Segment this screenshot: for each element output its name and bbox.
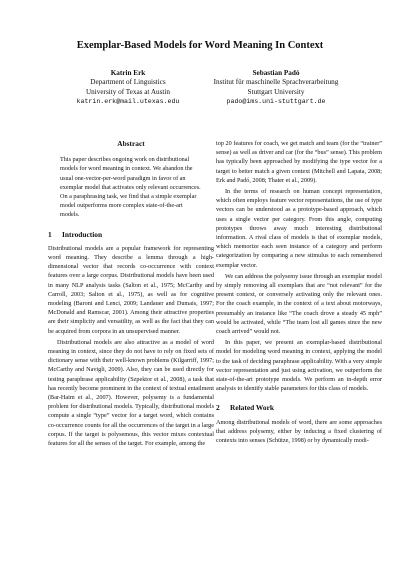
left-column (48, 139, 214, 448)
body-paragraph: In the terms of research on human concept representation, which often employs feature vector representations, the use of type vectors can be understood as a prototype-based approach, which uses a single vector per category. From this angle, computing prototypes throws away much interesting distributional information. A rival class of models is that of exemplar models, which memorize each seen instance of a category and perform categorization by comparing a new stimulus to each remembered exemplar vector. (216, 188, 382, 269)
author-affiliation: University of Texas at Austin (85, 87, 170, 96)
author-affiliation: Stuttgart University (247, 87, 305, 96)
body-paragraph: Distributional models are a popular framework for representing word meaning. They describe a lemma through a high-dimensional vector that records co-occurrence with context features over a large corpus. Distributional models have been used in many NLP analysis tasks (Salton et al., 1975; McCarthy and Carroll, 2003; Salton et al., 1975), as well as for cognitive modeling (Baroni and Lenci, 2009; Landauer and Dumais, 1997; McDonald and Ramscar, 2001). Among their attractive properties are their simplicity and versatility, as well as the fact that they can be acquired from corpora in an unsupervised manner. (48, 244, 214, 335)
author-block (198, 69, 354, 107)
abstract-text: This paper describes ongoing work on distributional models for word meaning in context. We abandon the usual one-vector-per-word paradigm in favor of an exemplar model that activates only relevant occurrences. On a paraphrasing task, we find that a simple exemplar model outperforms more complex state-of-the-art models. (60, 156, 201, 219)
body-paragraph: top 20 features for coach, we get match and team (for the “trainer” sense) as well as driver and car (for the “bus” sense). This problem has typically been approached by modifying the type vector for a target to better match a given context (Mitchell and Lapata, 2008; Erk and Padó, 2008; Thater et al., 2009). (216, 140, 382, 184)
section-title: Introduction (62, 229, 103, 239)
section-heading-introduction (48, 230, 214, 239)
section-heading-related-work (216, 403, 382, 412)
abstract-heading: Abstract (117, 139, 145, 148)
author-email[interactable]: pado@ims.uni-stuttgart.de (226, 98, 326, 106)
author-name: Katrin Erk (110, 69, 146, 77)
paper-title: Exemplar-Based Models for Word Meaning In Context (76, 40, 324, 51)
author-email[interactable]: katrin.erk@mail.utexas.edu (76, 98, 180, 106)
author-name: Sebastian Padó (252, 69, 300, 77)
author-department: Department of Linguistics (90, 78, 166, 87)
section-title: Related Work (230, 403, 275, 413)
section-number: 1 (48, 229, 52, 239)
body-paragraph: We can address the polysemy issue through an exemplar model by simply removing all exemplars that are “not relevant” for the present context, or conversely activating only the relevant ones. For the coach example, in the context of a text about motorways, presumably an instance like “The coach drove a steady 45 mph” would be activated, while “The team lost all games since the new coach arrived” would not. (216, 272, 382, 336)
body-paragraph: In this paper, we present an exemplar-based distributional model for modeling word meaning in context, applying the model to the task of deciding paraphrase applicability. With a very simple vector representation and just using activation, we outperform the state-of-the-art prototype models. We perform an in-depth error analysis to identify stable parameters for this class of models. (216, 339, 382, 393)
body-paragraph: Among distributional models of word, there are some approaches that address polysemy, either by inducing a fixed clustering of contexts into senses (Schütze, 1998) or by dynamically modi- (216, 418, 382, 445)
section-number: 2 (216, 403, 220, 413)
right-column (216, 139, 382, 445)
author-block (58, 69, 198, 107)
author-department: Institut für maschinelle Sprachverarbeitung (213, 78, 339, 87)
body-paragraph: Distributional models are also attractive as a model of word meaning in context, since they do not have to rely on fixed sets of dictionary sense with their well-known problems (Kilgarriff, 1997; McCarthy and Navigli, 2009). Also, they can be used directly for testing paraphrase applicability (Szpektor et al., 2008), a task that has recently become prominent in the context of textual entailment (Bar-Haim et al., 2007). However, polysemy is a fundamental problem for distributional models. Typically, distributional models compute a single “type” vector for a target word, which contains co-occurrence counts for all the occurrences of the target in a large corpus. If the target is polysemous, this vector mixes contextual features for all the senses of the target. For example, among the (48, 338, 214, 448)
